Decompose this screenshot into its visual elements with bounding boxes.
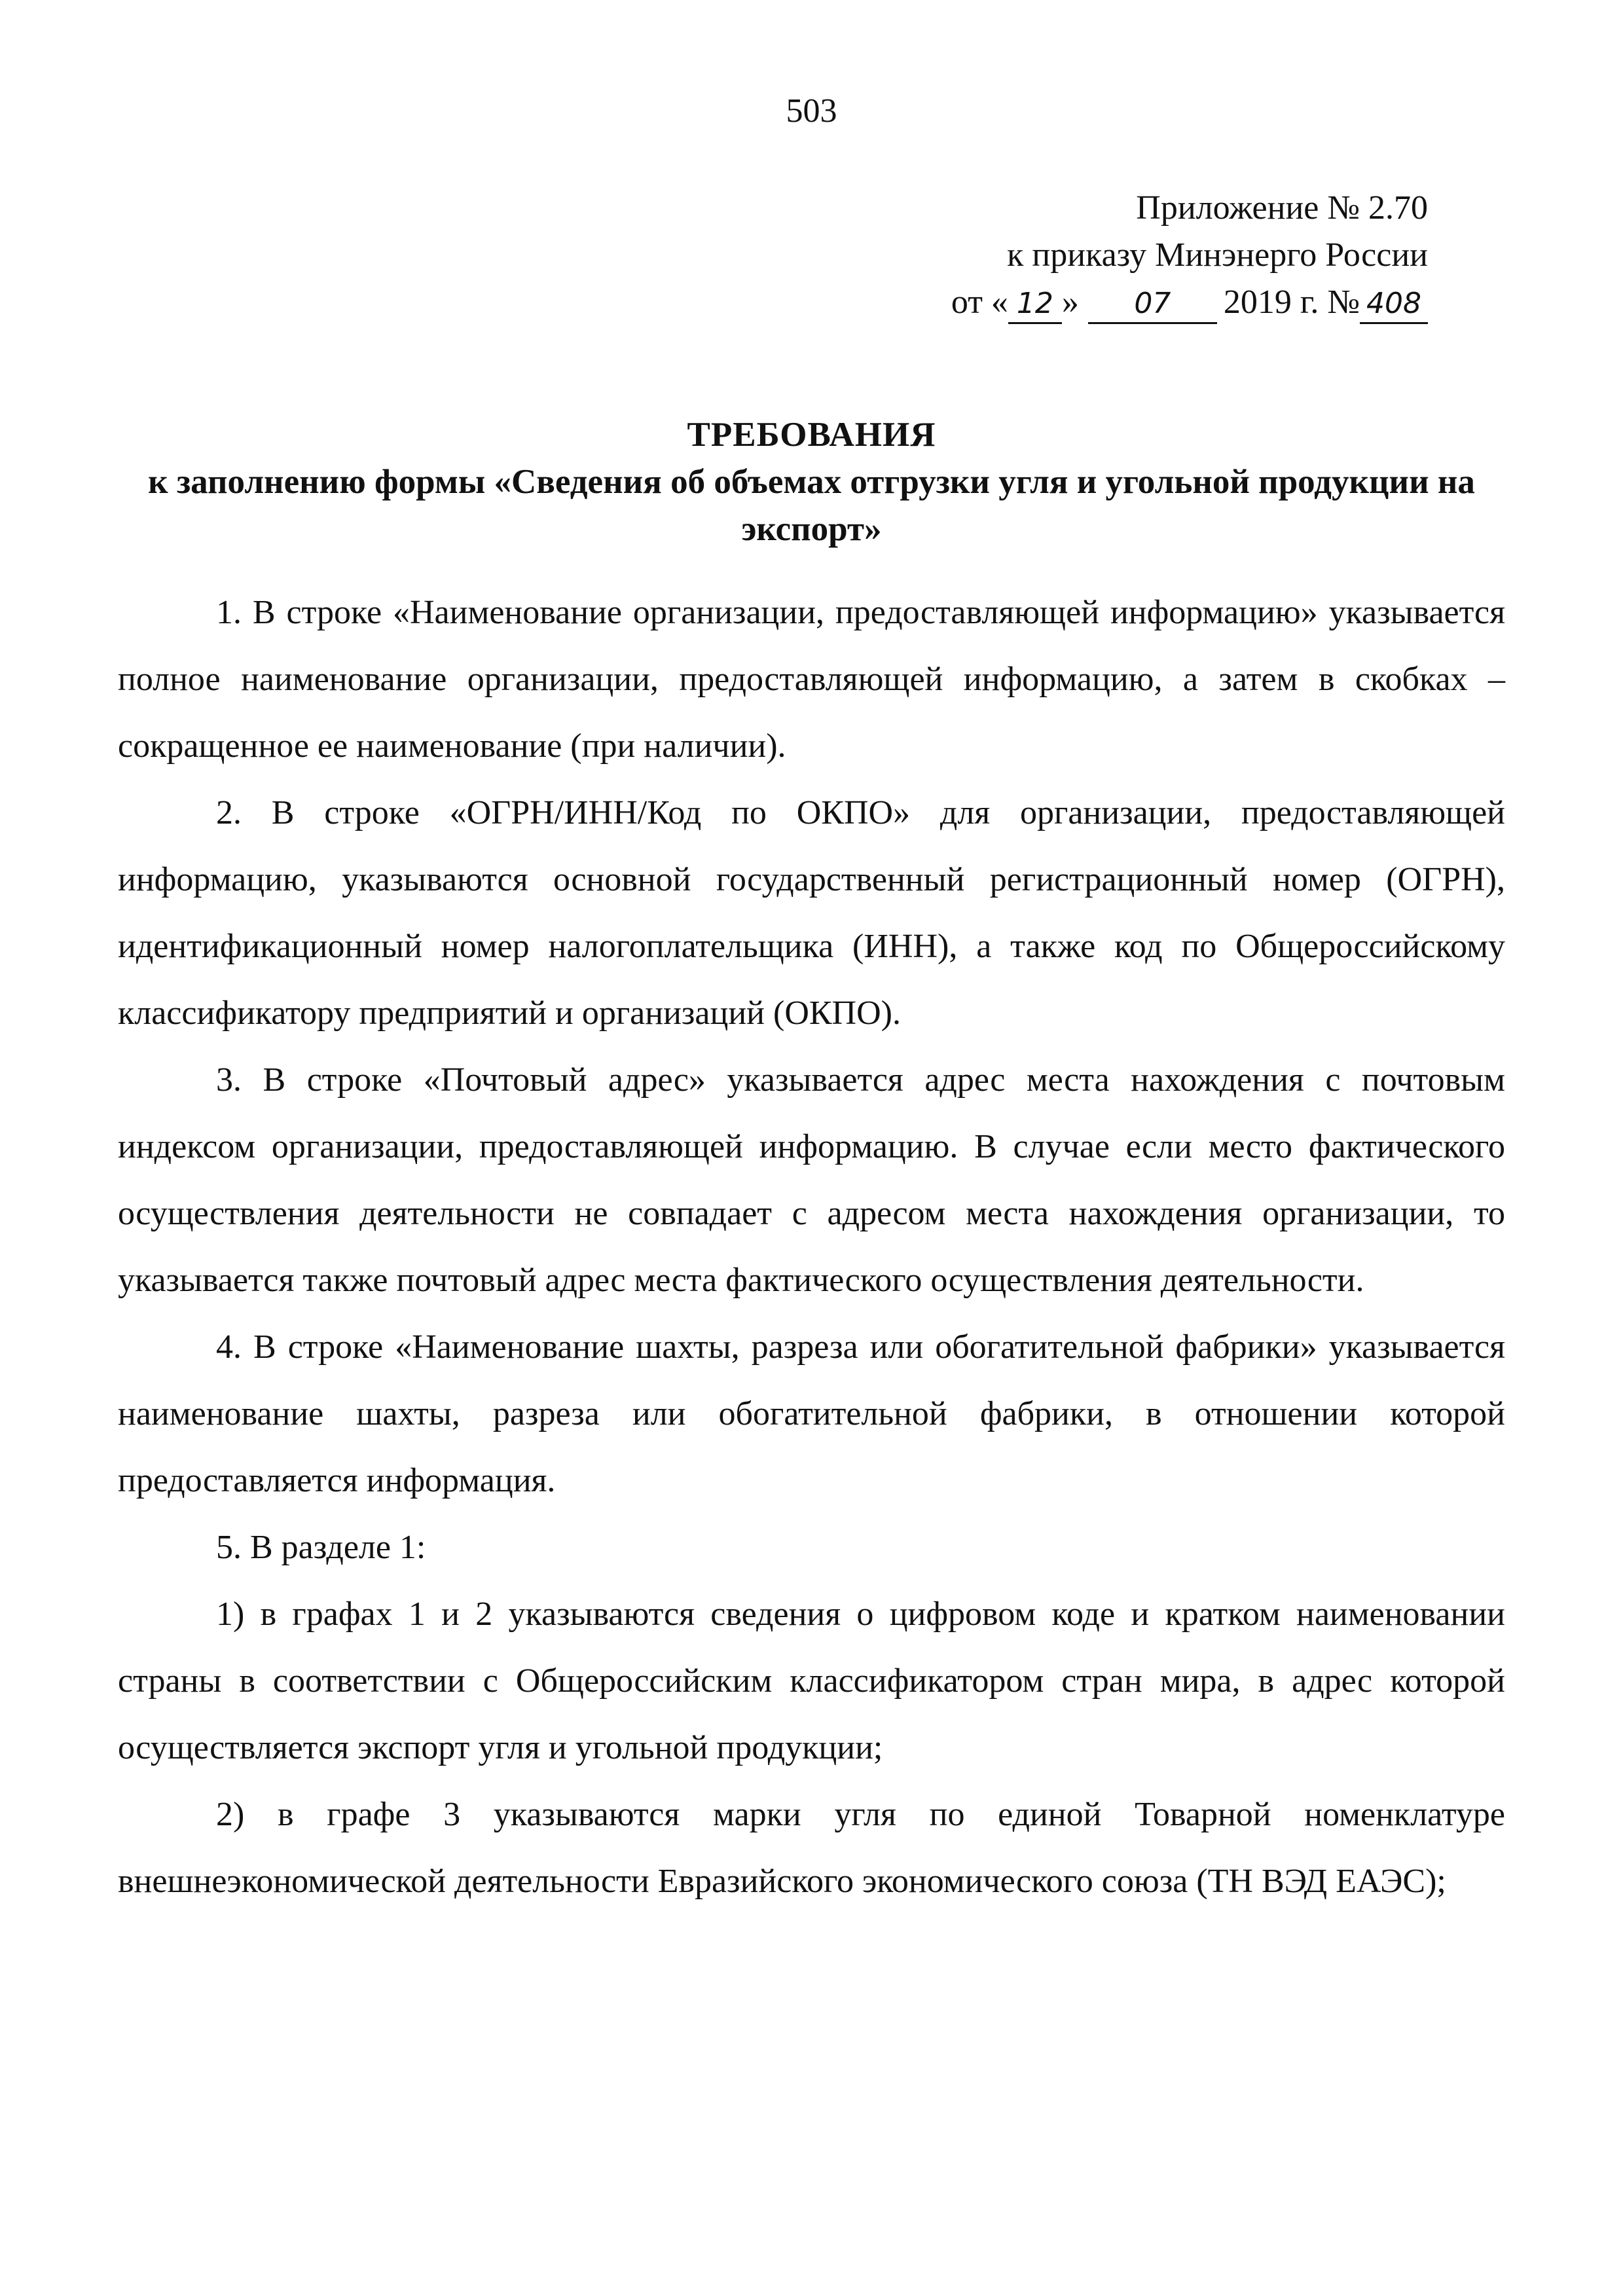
appendix-date-line: [839, 279, 1428, 326]
document-subtitle: к заполнению формы «Сведения об объемах отгрузки угля и угольной продукции на экспорт»: [148, 463, 1475, 548]
date-prefix: от «: [951, 283, 1008, 321]
paragraph-4: 4. В строке «Наименование шахты, разреза или обогатительной фабрики» указывается наименование шахты, разреза или обогатительной фабрики, в отношении которой предоставляется информация.: [118, 1328, 1505, 1499]
handwritten-month: 07: [1088, 285, 1217, 324]
appendix-line-2: к приказу Минэнерго России: [1007, 236, 1428, 274]
date-day-suffix: »: [1061, 283, 1079, 321]
paragraph-2: 2. В строке «ОГРН/ИНН/Код по ОКПО» для организации, предоставляющей информацию, указываются основной государственный регистрационный номер (ОГРН), идентификационный номер налогоплательщика (ИНН), а также код по Общероссийскому классификатору предприятий и организаций (ОКПО).: [118, 794, 1505, 1032]
date-year-text: 2019 г. №: [1223, 283, 1360, 321]
document-heading: ТРЕБОВАНИЯ: [687, 416, 936, 454]
appendix-line-1: Приложение № 2.70: [1136, 189, 1428, 227]
paragraph-5-item-2: 2) в графе 3 указываются марки угля по единой Товарной номенклатуре внешнеэкономической деятельности Евразийского экономического союза (ТН ВЭД ЕАЭС);: [118, 1796, 1505, 1900]
title-block: [118, 411, 1505, 553]
document-body: [118, 579, 1505, 1915]
handwritten-order-number: 408: [1360, 285, 1428, 324]
paragraph-1: 1. В строке «Наименование организации, предоставляющей информацию» указывается полное наименование организации, предоставляющей информацию, а затем в скобках – сокращенное ее наименование (при наличии).: [118, 594, 1505, 765]
appendix-block: [839, 185, 1428, 326]
page-number: 503: [786, 92, 837, 130]
paragraph-5: 5. В разделе 1:: [216, 1529, 426, 1566]
paragraph-3: 3. В строке «Почтовый адрес» указывается адрес места нахождения с почтовым индексом организации, предоставляющей информацию. В случае если место фактического осуществления деятельности не совпадает с адресом места нахождения организации, то указывается также почтовый адрес места фактического осуществления деятельности.: [118, 1061, 1505, 1299]
handwritten-day: 12: [1008, 285, 1062, 324]
paragraph-5-item-1: 1) в графах 1 и 2 указываются сведения о цифровом коде и кратком наименовании страны в соответствии с Общероссийским классификатором стран мира, в адрес которой осуществляется экспорт угля и угольной продукции;: [118, 1595, 1505, 1766]
